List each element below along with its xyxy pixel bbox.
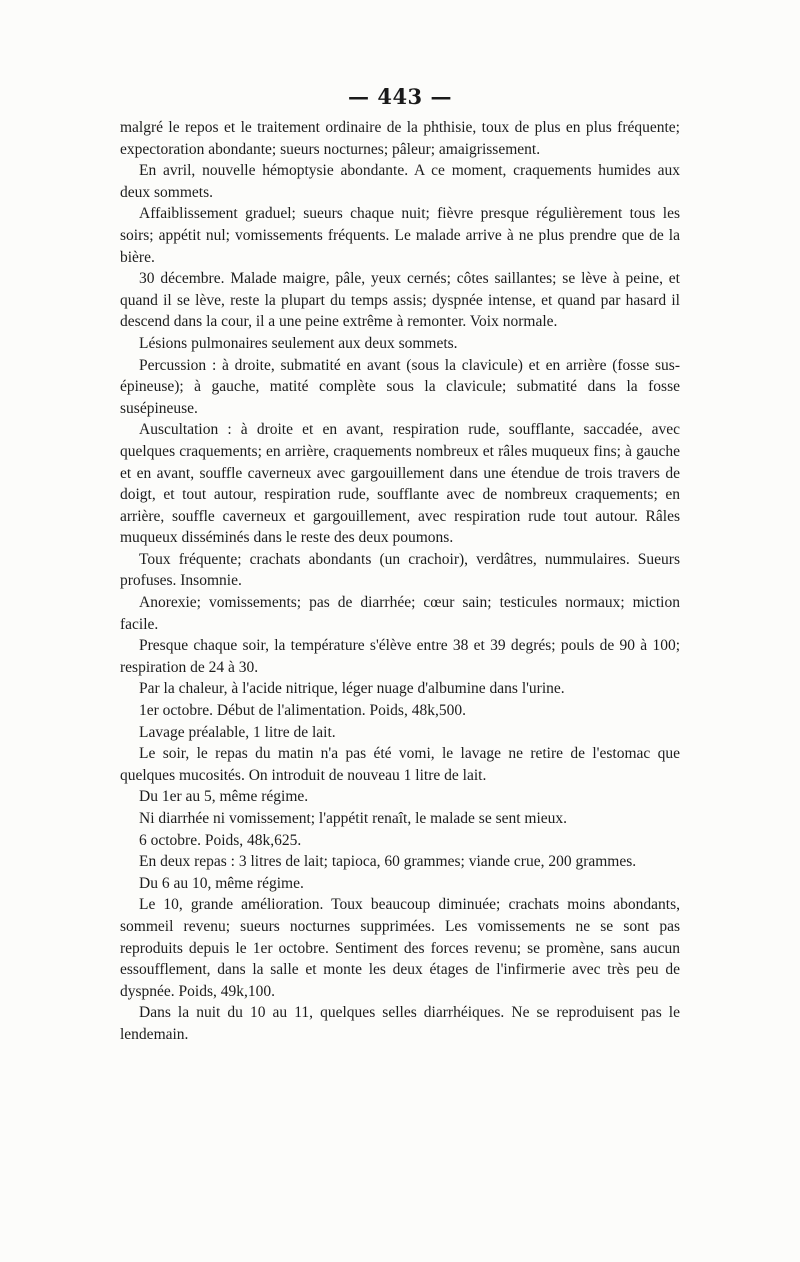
paragraph: Presque chaque soir, la température s'élève entre 38 et 39 degrés; pouls de 90 à 100; respiration de 24 à 30. [120,637,680,676]
paragraph: Le soir, le repas du matin n'a pas été vomi, le lavage ne retire de l'estomac que quelques mucosités. On introduit de nouveau 1 litre de lait. [120,745,680,784]
paragraph: malgré le repos et le traitement ordinaire de la phthisie, toux de plus en plus fréquente; expectoration abondante; sueurs nocturnes; pâleur; amaigrissement. [120,119,680,158]
paragraph: Du 6 au 10, même régime. [139,874,304,892]
paragraph: En avril, nouvelle hémoptysie abondante. A ce moment, craquements humides aux deux sommets. [120,162,680,201]
paragraph: Affaiblissement graduel; sueurs chaque nuit; fièvre presque régulièrement tous les soirs; appétit nul; vomissements fréquents. Le malade arrive à ne plus prendre que de la bière. [120,205,680,266]
paragraph: Lésions pulmonaires seulement aux deux sommets. [139,334,458,352]
paragraph: 30 décembre. Malade maigre, pâle, yeux cernés; côtes saillantes; se lève à peine, et quand il se lève, reste la plupart du temps assis; dyspnée intense, et quand par hasard il descend dans la cour, il a une peine extrême à remonter. Voix normale. [120,270,680,331]
paragraph: Anorexie; vomissements; pas de diarrhée; cœur sain; testicules normaux; miction facile. [120,594,680,633]
paragraph: 6 octobre. Poids, 48k,625. [139,831,302,849]
paragraph: En deux repas : 3 litres de lait; tapioca, 60 grammes; viande crue, 200 grammes. [139,853,637,871]
paragraph: Auscultation : à droite et en avant, respiration rude, soufflante, saccadée, avec quelques craquements; en arrière, craquements nombreux et râles muqueux fins; à gauche et en avant, souffle caverneux avec gargouillement dans une étendue de trois travers de doigt, et tout autour, respiration rude, soufflante avec de nombreux craquements; en arrière, souffle caverneux et gargouillement, avec respiration rude tout autour. Râles muqueux disséminés dans le reste des deux poumons. [120,421,680,547]
paragraph: Percussion : à droite, submatité en avant (sous la clavicule) et en arrière (fosse sus-épineuse); à gauche, matité complète sous la clavicule; submatité dans la fosse susépineuse. [120,356,680,417]
paragraph: Par la chaleur, à l'acide nitrique, léger nuage d'albumine dans l'urine. [139,680,565,698]
paragraph: Lavage préalable, 1 litre de lait. [139,723,336,741]
paragraph: Du 1er au 5, même régime. [139,788,309,806]
paragraph: Ni diarrhée ni vomissement; l'appétit renaît, le malade se sent mieux. [139,810,568,827]
paragraph: Le 10, grande amélioration. Toux beaucoup diminuée; crachats moins abondants, sommeil revenu; sueurs nocturnes supprimées. Les vomissements ne se sont pas reproduits depuis le 1er octobre. Sentiment des forces revenu; se promène, sans aucun essoufflement, dans la salle et monte les deux étages de l'infirmerie avec très peu de dyspnée. Poids, 49k,100. [120,896,680,1000]
paragraph: Toux fréquente; crachats abondants (un crachoir), verdâtres, nummulaires. Sueurs profuses. Insomnie. [120,550,680,590]
page-number: — 443 — [348,84,452,109]
paragraph: 1er octobre. Début de l'alimentation. Poids, 48k,500. [139,702,466,720]
paragraph: Dans la nuit du 10 au 11, quelques selles diarrhéiques. Ne se reproduisent pas le lendemain. [120,1004,680,1043]
body-text [120,117,680,1046]
